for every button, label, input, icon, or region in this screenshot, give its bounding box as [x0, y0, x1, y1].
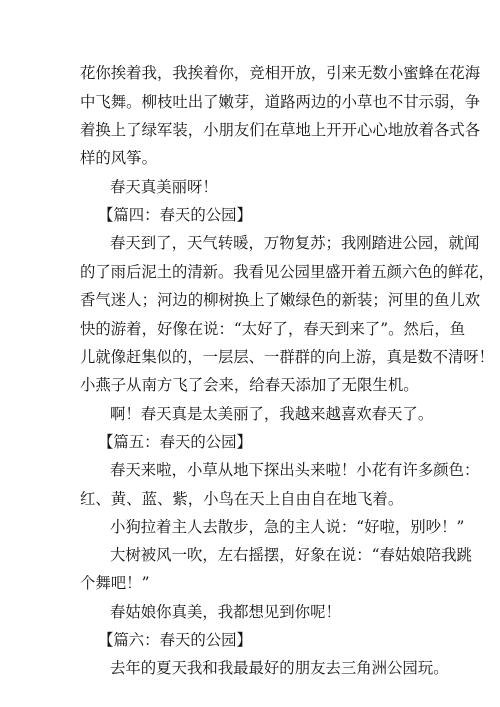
line-text: 花你挨着我，我挨着你，竞相开放，引来无数小蜜蜂在花海	[80, 64, 481, 82]
body-line	[0, 118, 500, 142]
body-line	[0, 373, 500, 397]
body-line	[0, 345, 500, 369]
line-text: 小狗拉着主人去散步，急的主人说：“好啦，别吵！”	[110, 518, 465, 536]
section-heading	[0, 430, 500, 454]
section-heading-text: 【篇六：春天的公园】	[98, 631, 252, 649]
body-line	[0, 487, 500, 511]
body-line	[0, 402, 500, 426]
body-line	[0, 146, 500, 170]
line-text: 着换上了绿军装，小朋友们在草地上开开心心地放着各式各	[80, 121, 481, 139]
body-line	[0, 231, 500, 255]
line-text: 香气迷人；河边的柳树换上了嫩绿色的新装；河里的鱼儿欢	[80, 291, 481, 309]
body-line	[0, 317, 500, 341]
line-text: 样的风筝。	[80, 149, 157, 167]
body-line	[0, 515, 500, 539]
body-line	[0, 600, 500, 624]
body-line	[0, 260, 500, 284]
line-text: 春姑娘你真美，我都想见到你呢！	[110, 603, 341, 621]
line-text: 小燕子从南方飞了会来，给春天添加了无限生机。	[80, 376, 419, 394]
body-line	[0, 458, 500, 482]
line-text: 快的游着，好像在说：“太好了，春天到来了”。然后，鱼	[80, 320, 466, 338]
line-text: 春天来啦，小草从地下探出头来啦！小花有许多颜色：	[110, 461, 480, 479]
section-heading	[0, 628, 500, 652]
line-text: 中飞舞。柳枝吐出了嫩芽，道路两边的小草也不甘示弱，争	[80, 93, 481, 111]
body-line	[0, 175, 500, 199]
section-heading	[0, 203, 500, 227]
body-line	[0, 543, 500, 567]
line-text: 儿就像赶集似的，一层层、一群群的向上游，真是数不清呀！	[80, 348, 494, 366]
line-text: 春天到了，天气转暖，万物复苏；我刚踏进公园，就闻	[110, 234, 480, 252]
line-text: 红、黄、蓝、紫，小鸟在天上自由自在地飞着。	[80, 490, 404, 508]
body-line	[0, 288, 500, 312]
line-text: 啊！春天真是太美丽了，我越来越喜欢春天了。	[110, 405, 434, 423]
body-line	[0, 61, 500, 85]
line-text: 大树被风一吹，左右摇摆，好象在说：“春姑娘陪我跳	[110, 546, 472, 564]
line-text: 个舞吧！”	[80, 574, 150, 592]
line-text: 去年的夏天我和我最最好的朋友去三角洲公园玩。	[110, 659, 449, 677]
line-text: 的了雨后泥土的清新。我看见公园里盛开着五颜六色的鲜花，	[80, 263, 494, 281]
body-line	[0, 90, 500, 114]
section-heading-text: 【篇四：春天的公园】	[98, 206, 252, 224]
line-text: 春天真美丽呀！	[110, 178, 218, 196]
body-line	[0, 571, 500, 595]
body-line	[0, 656, 500, 680]
section-heading-text: 【篇五：春天的公园】	[98, 433, 252, 451]
